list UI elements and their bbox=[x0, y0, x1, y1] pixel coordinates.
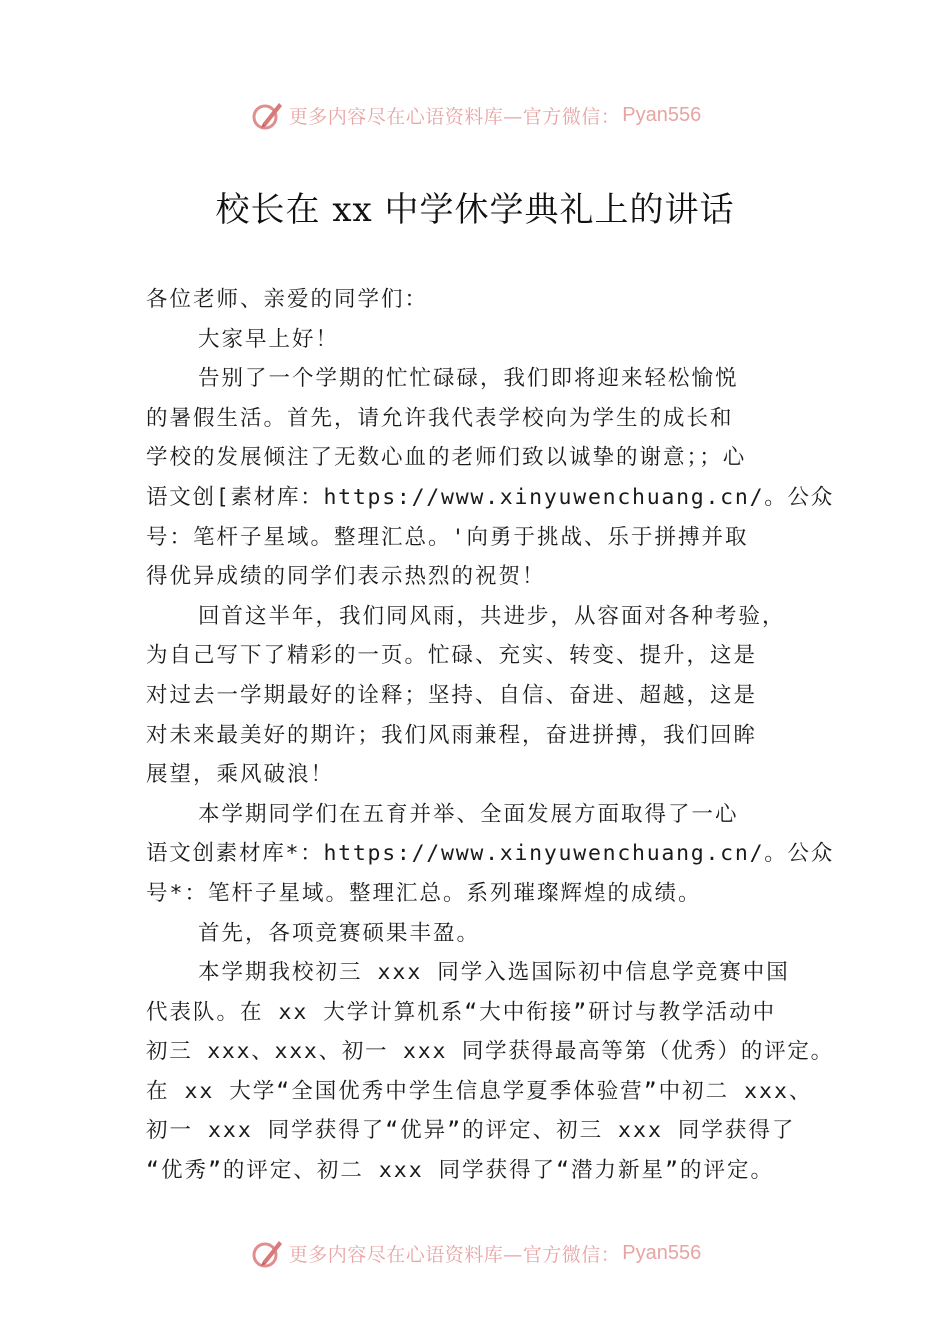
text-line: 号：笔杆子星域。整理汇总。'向勇于挑战、乐于拼搏并取 bbox=[146, 524, 749, 550]
text-line: 对未来最美好的期许；我们风雨兼程，奋进拼搏，我们回眸 bbox=[146, 722, 758, 748]
text-line: 得优异成绩的同学们表示热烈的祝贺！ bbox=[146, 564, 546, 590]
watermark-text: 更多内容尽在心语资料库—官方微信： bbox=[288, 105, 621, 128]
text-line: 初三 xxx、xxx、初一 xxx 同学获得最高等第（优秀）的评定。 bbox=[146, 1039, 834, 1065]
page-title: 校长在 xx 中学休学典礼上的讲话 bbox=[215, 190, 735, 230]
text-line: “优秀”的评定、初二 xxx 同学获得了“潜力新星”的评定。 bbox=[146, 1158, 774, 1184]
text-line: 回首这半年，我们同风雨，共进步，从容面对各种考验， bbox=[198, 603, 786, 629]
text-line: 大家早上好！ bbox=[198, 326, 340, 352]
text-line: 对过去一学期最好的诠释；坚持、自信、奋进、超越，这是 bbox=[146, 682, 758, 708]
text-line: 的暑假生活。首先，请允许我代表学校向为学生的成长和 bbox=[146, 405, 734, 431]
watermark-text: 更多内容尽在心语资料库—官方微信： bbox=[288, 1243, 621, 1266]
text-line: 各位老师、亲爱的同学们： bbox=[146, 287, 429, 312]
text-line: 为自己写下了精彩的一页。忙碌、充实、转变、提升，这是 bbox=[146, 643, 758, 669]
watermark-banner-top bbox=[0, 95, 950, 135]
text-line: 本学期同学们在五育并举、全面发展方面取得了一心 bbox=[198, 801, 739, 827]
text-line: 代表队。在 xx 大学计算机系“大中衔接”研讨与教学活动中 bbox=[146, 999, 777, 1025]
watermark-banner-bottom bbox=[0, 1233, 950, 1273]
watermark-account: Pyan556 bbox=[622, 103, 702, 126]
watermark-account: Pyan556 bbox=[622, 1241, 702, 1264]
text-line: 语文创素材库*：https://www.xinyuwenchuang.cn/。公众 bbox=[146, 841, 835, 867]
pen-logo-icon bbox=[249, 1235, 285, 1271]
text-line: 语文创[素材库：https://www.xinyuwenchuang.cn/。公众 bbox=[146, 484, 835, 510]
text-line: 号*：笔杆子星域。整理汇总。系列璀璨辉煌的成绩。 bbox=[146, 880, 702, 906]
speech-body bbox=[146, 280, 836, 1191]
text-line: 本学期我校初三 xxx 同学入选国际初中信息学竞赛中国 bbox=[198, 960, 790, 986]
text-line: 学校的发展倾注了无数心血的老师们致以诚挚的谢意；；心 bbox=[146, 445, 747, 471]
text-line: 告别了一个学期的忙忙碌碌，我们即将迎来轻松愉悦 bbox=[198, 366, 739, 392]
pen-logo-icon bbox=[249, 97, 285, 133]
text-line: 首先，各项竞赛硕果丰盈。 bbox=[198, 920, 481, 946]
text-line: 初一 xxx 同学获得了“优异”的评定、初三 xxx 同学获得了 bbox=[146, 1118, 796, 1144]
text-line: 展望，乘风破浪！ bbox=[146, 762, 335, 788]
text-line: 在 xx 大学“全国优秀中学生信息学夏季体验营”中初二 xxx、 bbox=[146, 1078, 813, 1104]
